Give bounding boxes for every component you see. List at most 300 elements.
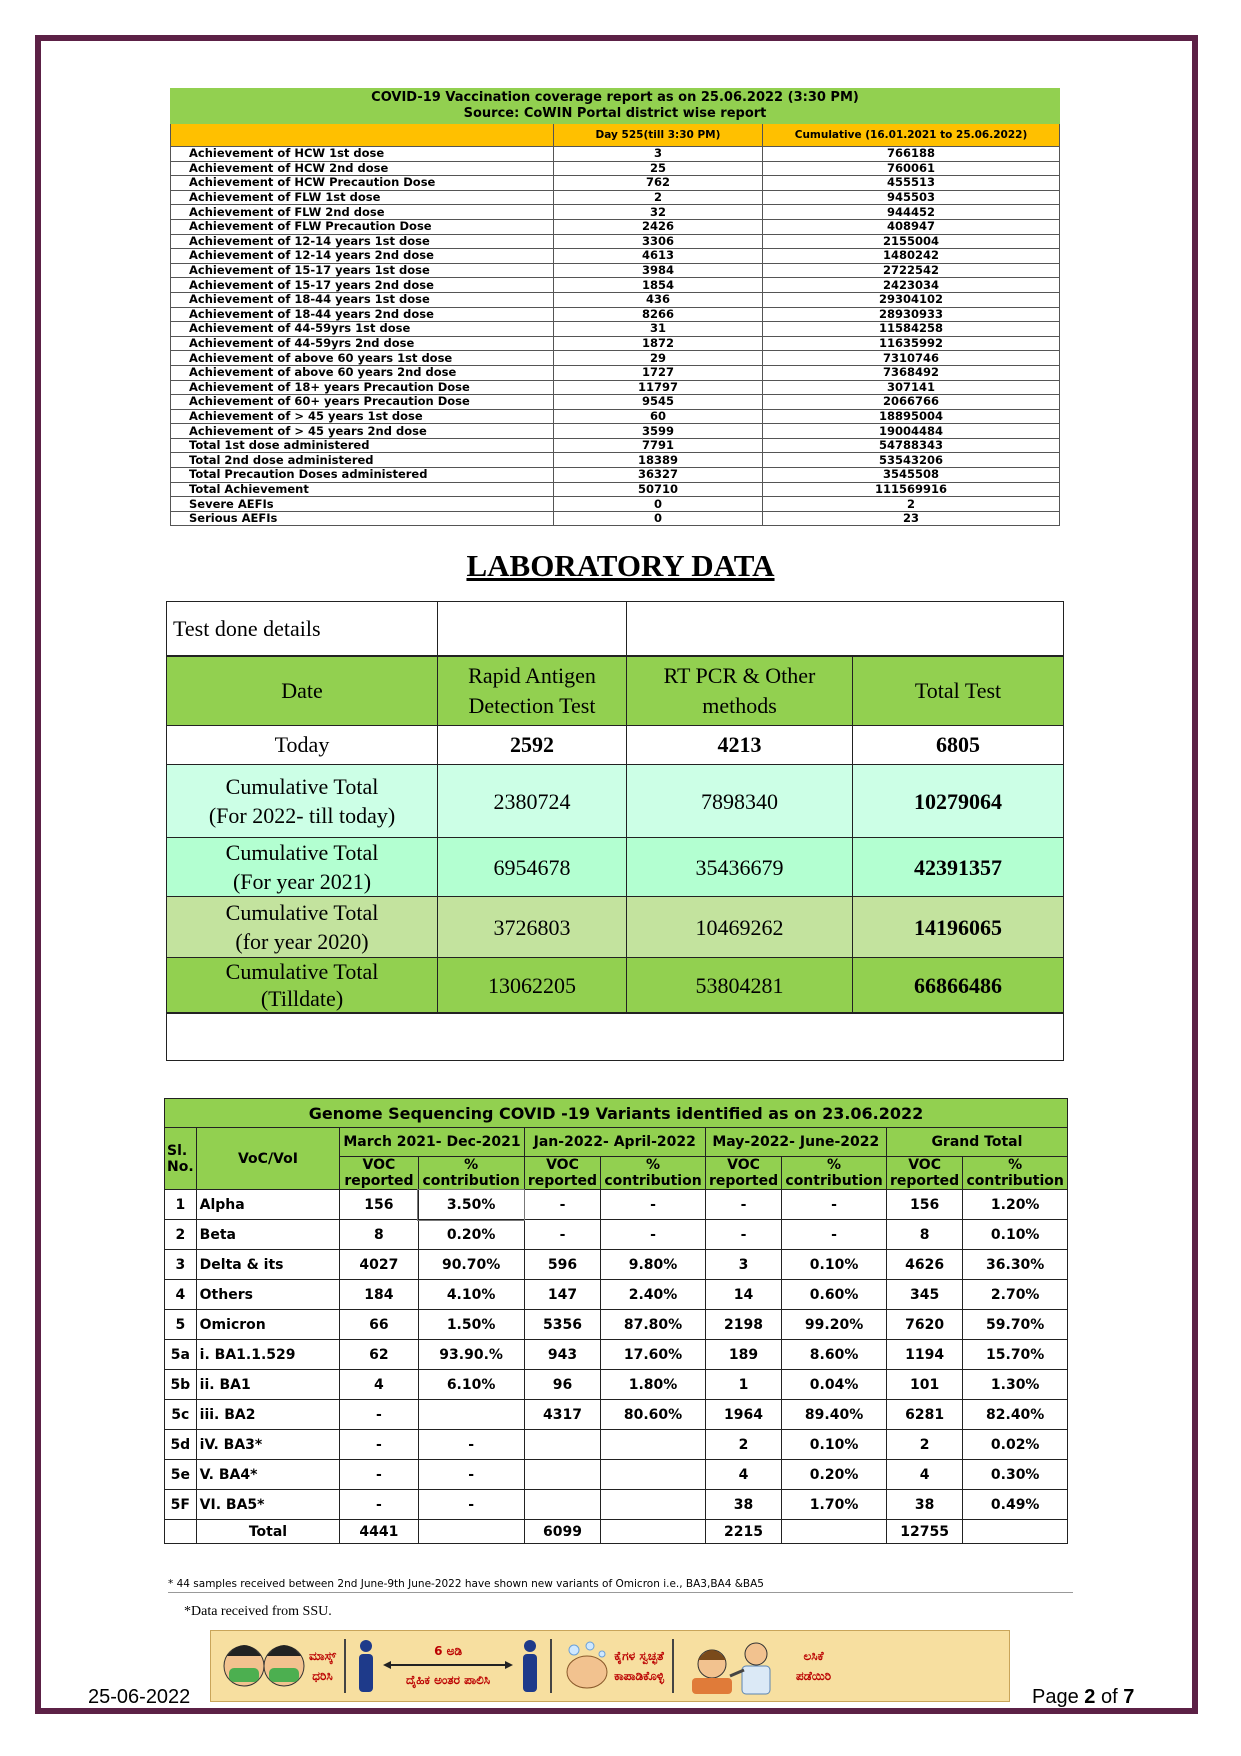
genome-pct-value: 1.50% (418, 1310, 524, 1340)
genome-voc-value: 147 (524, 1280, 601, 1310)
banner-hands-segment (552, 1631, 672, 1701)
genome-voc-value: 4027 (340, 1250, 418, 1280)
vaccination-header-blank (171, 124, 554, 147)
lab-empty-row (167, 1013, 1064, 1061)
genome-variant-name: i. BA1.1.529 (196, 1340, 340, 1370)
banner-mask-segment (211, 1631, 344, 1701)
genome-sub-voc: VOC reported (524, 1157, 601, 1190)
genome-variant-name: Alpha (196, 1190, 340, 1220)
genome-sl: 5d (165, 1430, 197, 1460)
genome-voc-value: 14 (705, 1280, 782, 1310)
vaccination-cumulative-value: 408947 (763, 219, 1060, 234)
lab-row-cum-2021 (167, 838, 1064, 897)
lab-row-label-line1: Cumulative Total (225, 900, 379, 925)
genome-voc-value: - (340, 1490, 418, 1520)
genome-pct-value: 36.30% (963, 1250, 1068, 1280)
genome-pct-value: 1.80% (601, 1370, 706, 1400)
vaccination-day-value: 1854 (554, 278, 763, 293)
genome-row (165, 1280, 1068, 1310)
genome-row (165, 1190, 1068, 1220)
genome-total-row (165, 1520, 1068, 1544)
genome-voc-value: 156 (340, 1190, 418, 1220)
lab-rtpcr-value: 4213 (627, 726, 853, 765)
genome-total-blank (963, 1520, 1068, 1544)
lab-row-label-line1: Cumulative Total (225, 959, 379, 984)
genome-pct-value: - (782, 1220, 887, 1250)
genome-pct-value (601, 1460, 706, 1490)
lab-top-blank (438, 602, 627, 657)
lab-col-total: Total Test (853, 656, 1064, 726)
covid-behaviour-banner (210, 1630, 1010, 1702)
vaccination-day-value: 436 (554, 292, 763, 307)
lab-total-value: 42391357 (853, 838, 1064, 897)
vaccination-row (171, 365, 1060, 380)
genome-sl: 5e (165, 1460, 197, 1490)
genome-sl: 5F (165, 1490, 197, 1520)
vaccination-day-value: 7791 (554, 438, 763, 453)
footer-page-number (1032, 1686, 1134, 1709)
vaccination-row (171, 453, 1060, 468)
lab-row-label (167, 765, 438, 838)
banner-hands-line1: ಕೈಗಳ ಸ್ವಚ್ಛತೆ (614, 1649, 664, 1663)
lab-rapid-value: 13062205 (438, 958, 627, 1014)
genome-pct-value: - (601, 1220, 706, 1250)
lab-total-value: 6805 (853, 726, 1064, 765)
genome-pct-value: 3.50% (418, 1190, 524, 1220)
page-prefix: Page (1032, 1686, 1085, 1708)
vaccination-label: Achievement of above 60 years 1st dose (171, 351, 554, 366)
genome-sub-pct: % contribution (601, 1157, 706, 1190)
banner-vaccine-text (796, 1646, 831, 1686)
vaccination-label: Total 1st dose administered (171, 438, 554, 453)
genome-sub-pct: % contribution (963, 1157, 1068, 1190)
vaccination-cumulative-value: 7310746 (763, 351, 1060, 366)
genome-row (165, 1400, 1068, 1430)
lab-row-today (167, 726, 1064, 765)
genome-period-3: May-2022- June-2022 (705, 1128, 886, 1157)
genome-total-label: Total (196, 1520, 340, 1544)
genome-variant-name: Delta & its (196, 1250, 340, 1280)
vaccination-day-value: 3599 (554, 424, 763, 439)
vaccination-cumulative-value: 28930933 (763, 307, 1060, 322)
banner-mask-line2: ಧರಿಸಿ (312, 1669, 333, 1683)
lab-row-label (167, 838, 438, 897)
genome-col-voc: VoC/VoI (196, 1128, 340, 1190)
lab-col-rtpcr (627, 656, 853, 726)
genome-pct-value: 0.02% (963, 1430, 1068, 1460)
genome-voc-value: 66 (340, 1310, 418, 1340)
vaccination-row (171, 482, 1060, 497)
banner-distance-bottom: ದೈಹಿಕ ಅಂತರ ಪಾಲಿಸಿ (406, 1673, 491, 1687)
genome-row (165, 1490, 1068, 1520)
vaccination-label: Achievement of 15-17 years 2nd dose (171, 278, 554, 293)
vaccination-row (171, 424, 1060, 439)
vaccination-row (171, 322, 1060, 337)
vaccination-day-value: 3 (554, 147, 763, 162)
lab-rtpcr-value: 7898340 (627, 765, 853, 838)
genome-voc-value: 4 (886, 1460, 963, 1490)
genome-pct-value: - (418, 1490, 524, 1520)
genome-pct-value: 0.49% (963, 1490, 1068, 1520)
vaccination-day-value: 25 (554, 161, 763, 176)
genome-pct-value: 0.10% (963, 1220, 1068, 1250)
genome-pct-value: 0.20% (782, 1460, 887, 1490)
banner-vaccine-line2: ಪಡೆಯಿರಿ (796, 1669, 832, 1683)
vaccination-label: Achievement of above 60 years 2nd dose (171, 365, 554, 380)
masked-faces-icon (219, 1636, 309, 1696)
vaccination-cumulative-value: 29304102 (763, 292, 1060, 307)
vaccination-day-value: 31 (554, 322, 763, 337)
genome-variant-name: Omicron (196, 1310, 340, 1340)
genome-voc-value: 2 (886, 1430, 963, 1460)
genome-voc-value: 7620 (886, 1310, 963, 1340)
genome-sl: 5a (165, 1340, 197, 1370)
genome-sub-voc: VOC reported (886, 1157, 963, 1190)
vaccination-label: Achievement of 12-14 years 1st dose (171, 234, 554, 249)
genome-voc-value: 184 (340, 1280, 418, 1310)
vaccination-cumulative-value: 2 (763, 497, 1060, 512)
genome-row (165, 1430, 1068, 1460)
genome-variant-name: VI. BA5* (196, 1490, 340, 1520)
lab-rapid-value: 6954678 (438, 838, 627, 897)
genome-pct-value: 2.70% (963, 1280, 1068, 1310)
vaccination-label: Achievement of 60+ years Precaution Dose (171, 395, 554, 410)
genome-row (165, 1220, 1068, 1250)
page-of: of (1095, 1686, 1124, 1708)
genome-variant-name: iV. BA3* (196, 1430, 340, 1460)
vaccination-row (171, 336, 1060, 351)
genome-voc-value: - (705, 1220, 782, 1250)
genome-voc-value: - (705, 1190, 782, 1220)
vaccination-day-value: 1727 (554, 365, 763, 380)
genome-voc-value: - (340, 1460, 418, 1490)
genome-table (164, 1098, 1068, 1544)
lab-row-label-line1: Cumulative Total (225, 774, 379, 799)
vaccination-day-value: 29 (554, 351, 763, 366)
vaccination-label: Achievement of 12-14 years 2nd dose (171, 249, 554, 264)
vaccination-row (171, 351, 1060, 366)
lab-rapid-value: 2592 (438, 726, 627, 765)
vaccination-row (171, 249, 1060, 264)
genome-variant-name: iii. BA2 (196, 1400, 340, 1430)
vaccination-cumulative-value: 945503 (763, 190, 1060, 205)
vaccination-title-line2: Source: CoWIN Portal district wise report (463, 106, 767, 121)
ssu-note: *Data received from SSU. (184, 1604, 332, 1619)
lab-row-label-line2: (For 2022- till today) (208, 803, 396, 828)
vaccination-row (171, 147, 1060, 162)
genome-pct-value: 9.80% (601, 1250, 706, 1280)
genome-sl: 1 (165, 1190, 197, 1220)
vaccination-day-value: 2426 (554, 219, 763, 234)
genome-voc-value: 38 (886, 1490, 963, 1520)
genome-period-row (165, 1128, 1068, 1157)
vaccination-label: Achievement of 44-59yrs 1st dose (171, 322, 554, 337)
genome-voc-value: - (524, 1220, 601, 1250)
vaccination-table (170, 88, 1060, 526)
vaccination-header-row (171, 124, 1060, 147)
genome-period-4: Grand Total (886, 1128, 1067, 1157)
genome-pct-value: - (601, 1190, 706, 1220)
genome-pct-value (601, 1430, 706, 1460)
lab-col-rapid-line1: Rapid Antigen (468, 663, 596, 688)
page-total: 7 (1123, 1686, 1135, 1708)
genome-variant-name: ii. BA1 (196, 1370, 340, 1400)
footer-date: 25-06-2022 (88, 1686, 191, 1708)
genome-total-value: 2215 (705, 1520, 782, 1544)
genome-voc-value: 38 (705, 1490, 782, 1520)
vaccination-label: Total 2nd dose administered (171, 453, 554, 468)
genome-voc-value (524, 1490, 601, 1520)
vaccination-day-value: 18389 (554, 453, 763, 468)
page-current: 2 (1084, 1686, 1096, 1708)
vaccination-row (171, 497, 1060, 512)
genome-row (165, 1460, 1068, 1490)
banner-distance-segment (346, 1631, 550, 1701)
vaccination-cumulative-value: 7368492 (763, 365, 1060, 380)
vaccination-row (171, 161, 1060, 176)
hand-washing-icon (560, 1638, 614, 1694)
genome-period-2: Jan-2022- April-2022 (524, 1128, 705, 1157)
person-icon (354, 1638, 378, 1694)
genome-sub-voc: VOC reported (340, 1157, 418, 1190)
genome-voc-value: 8 (886, 1220, 963, 1250)
vaccination-label: Achievement of 18+ years Precaution Dose (171, 380, 554, 395)
genome-sl: 2 (165, 1220, 197, 1250)
genome-total-blank (165, 1520, 197, 1544)
vaccination-row (171, 409, 1060, 424)
vaccination-title (171, 89, 1060, 124)
genome-row (165, 1340, 1068, 1370)
genome-pct-value: 99.20% (782, 1310, 887, 1340)
vaccination-cumulative-value: 3545508 (763, 468, 1060, 483)
vaccination-row (171, 307, 1060, 322)
genome-variant-name: V. BA4* (196, 1460, 340, 1490)
genome-sl: 3 (165, 1250, 197, 1280)
genome-voc-value: 1 (705, 1370, 782, 1400)
lab-row-label-line2: (Tilldate) (260, 986, 344, 1011)
vaccination-row (171, 234, 1060, 249)
vaccination-label: Achievement of FLW Precaution Dose (171, 219, 554, 234)
genome-total-value: 6099 (524, 1520, 601, 1544)
test-done-label: Test done details (167, 602, 438, 657)
vaccination-row (171, 395, 1060, 410)
laboratory-heading-text: LABORATORY DATA (466, 548, 775, 583)
genome-pct-value: 1.20% (963, 1190, 1068, 1220)
vaccination-cumulative-value: 307141 (763, 380, 1060, 395)
vaccination-day-value: 50710 (554, 482, 763, 497)
genome-voc-value: 4317 (524, 1400, 601, 1430)
vaccination-cumulative-value: 2066766 (763, 395, 1060, 410)
genome-total-value: 12755 (886, 1520, 963, 1544)
genome-sub-pct: % contribution (782, 1157, 887, 1190)
lab-row-cum-2020 (167, 897, 1064, 958)
genome-voc-value: - (340, 1400, 418, 1430)
lab-col-rapid (438, 656, 627, 726)
genome-pct-value: 4.10% (418, 1280, 524, 1310)
genome-sub-voc: VOC reported (705, 1157, 782, 1190)
genome-variant-name: Others (196, 1280, 340, 1310)
lab-top-row (167, 602, 1064, 657)
vaccination-day-value: 3984 (554, 263, 763, 278)
vaccination-label: Achievement of FLW 1st dose (171, 190, 554, 205)
lab-total-value: 14196065 (853, 897, 1064, 958)
laboratory-heading (0, 548, 1241, 584)
vaccination-day-value: 60 (554, 409, 763, 424)
genome-pct-value: 89.40% (782, 1400, 887, 1430)
genome-voc-value: 345 (886, 1280, 963, 1310)
genome-pct-value (418, 1400, 524, 1430)
vaccination-label: Achievement of > 45 years 2nd dose (171, 424, 554, 439)
genome-voc-value: 1194 (886, 1340, 963, 1370)
lab-col-rtpcr-line1: RT PCR & Other (663, 663, 816, 688)
genome-voc-value: - (524, 1190, 601, 1220)
genome-voc-value: 2198 (705, 1310, 782, 1340)
lab-row-label (167, 897, 438, 958)
lab-row-cum-2022 (167, 765, 1064, 838)
genome-variant-name: Beta (196, 1220, 340, 1250)
genome-pct-value: 1.30% (963, 1370, 1068, 1400)
vaccination-row (171, 278, 1060, 293)
vaccination-icon (682, 1636, 782, 1696)
lab-rapid-value: 2380724 (438, 765, 627, 838)
genome-sl: 5b (165, 1370, 197, 1400)
genome-period-1: March 2021- Dec-2021 (340, 1128, 524, 1157)
genome-voc-value: 6281 (886, 1400, 963, 1430)
vaccination-row (171, 263, 1060, 278)
lab-row-label-line2: (For year 2021) (232, 869, 372, 894)
genome-voc-value: 101 (886, 1370, 963, 1400)
genome-total-value: 4441 (340, 1520, 418, 1544)
vaccination-label: Achievement of HCW 1st dose (171, 147, 554, 162)
genome-voc-value: 156 (886, 1190, 963, 1220)
vaccination-cumulative-value: 2423034 (763, 278, 1060, 293)
genome-voc-value: - (340, 1430, 418, 1460)
lab-row-cum-tilldate (167, 958, 1064, 1014)
genome-voc-value (524, 1430, 601, 1460)
vaccination-title-row (171, 89, 1060, 124)
genome-voc-value: 8 (340, 1220, 418, 1250)
vaccination-label: Achievement of HCW Precaution Dose (171, 176, 554, 191)
lab-row-label-line2: (for year 2020) (235, 929, 369, 954)
genome-pct-value: 0.10% (782, 1430, 887, 1460)
banner-hands-line2: ಕಾಪಾಡಿಕೊಳ್ಳಿ (614, 1669, 665, 1683)
vaccination-label: Severe AEFIs (171, 497, 554, 512)
person-icon (518, 1638, 542, 1694)
lab-rapid-value: 3726803 (438, 897, 627, 958)
genome-footnote: * 44 samples received between 2nd June-9th June-2022 have shown new variants of Omicron i.e., BA3,BA4 &BA5 (168, 1578, 1073, 1593)
genome-total-blank (782, 1520, 887, 1544)
banner-mask-line1: ಮಾಸ್ಕ್ (309, 1649, 337, 1663)
lab-rtpcr-value: 53804281 (627, 958, 853, 1014)
genome-pct-value: 80.60% (601, 1400, 706, 1430)
genome-row (165, 1370, 1068, 1400)
vaccination-cumulative-value: 2155004 (763, 234, 1060, 249)
vaccination-cumulative-value: 944452 (763, 205, 1060, 220)
vaccination-cumulative-value: 11635992 (763, 336, 1060, 351)
genome-pct-value: - (418, 1430, 524, 1460)
genome-pct-value: 82.40% (963, 1400, 1068, 1430)
genome-voc-value: 4 (340, 1370, 418, 1400)
genome-pct-value: 0.30% (963, 1460, 1068, 1490)
vaccination-label: Achievement of 18-44 years 2nd dose (171, 307, 554, 322)
lab-total-value: 66866486 (853, 958, 1064, 1014)
genome-pct-value: 1.70% (782, 1490, 887, 1520)
vaccination-day-value: 11797 (554, 380, 763, 395)
genome-row (165, 1310, 1068, 1340)
vaccination-cumulative-value: 111569916 (763, 482, 1060, 497)
vaccination-row (171, 219, 1060, 234)
genome-title-row (165, 1099, 1068, 1128)
genome-pct-value: 0.60% (782, 1280, 887, 1310)
genome-col-sl: Sl. No. (165, 1128, 197, 1190)
vaccination-cumulative-value: 760061 (763, 161, 1060, 176)
genome-voc-value: 3 (705, 1250, 782, 1280)
genome-total-blank (601, 1520, 706, 1544)
lab-col-rtpcr-line2: methods (702, 693, 777, 718)
genome-voc-value: 4 (705, 1460, 782, 1490)
vaccination-row (171, 438, 1060, 453)
genome-voc-value: 96 (524, 1370, 601, 1400)
vaccination-day-value: 0 (554, 511, 763, 526)
banner-distance-text (378, 1644, 518, 1688)
genome-pct-value: 93.90.% (418, 1340, 524, 1370)
vaccination-day-value: 32 (554, 205, 763, 220)
vaccination-day-value: 1872 (554, 336, 763, 351)
vaccination-row (171, 511, 1060, 526)
vaccination-cumulative-value: 1480242 (763, 249, 1060, 264)
vaccination-cumulative-value: 19004484 (763, 424, 1060, 439)
vaccination-cumulative-value: 766188 (763, 147, 1060, 162)
vaccination-label: Achievement of > 45 years 1st dose (171, 409, 554, 424)
genome-pct-value: 87.80% (601, 1310, 706, 1340)
genome-title: Genome Sequencing COVID -19 Variants identified as on 23.06.2022 (165, 1099, 1068, 1128)
genome-pct-value: 15.70% (963, 1340, 1068, 1370)
lab-col-date: Date (167, 656, 438, 726)
vaccination-row (171, 205, 1060, 220)
vaccination-label: Achievement of 18-44 years 1st dose (171, 292, 554, 307)
genome-voc-value: 943 (524, 1340, 601, 1370)
genome-pct-value: 17.60% (601, 1340, 706, 1370)
vaccination-day-value: 36327 (554, 468, 763, 483)
lab-row-label: Today (167, 726, 438, 765)
vaccination-cumulative-value: 11584258 (763, 322, 1060, 337)
lab-rtpcr-value: 10469262 (627, 897, 853, 958)
genome-row (165, 1250, 1068, 1280)
vaccination-cumulative-value: 455513 (763, 176, 1060, 191)
vaccination-label: Total Achievement (171, 482, 554, 497)
lab-total-value: 10279064 (853, 765, 1064, 838)
genome-sl: 5c (165, 1400, 197, 1430)
genome-voc-value: 62 (340, 1340, 418, 1370)
genome-pct-value: 0.10% (782, 1250, 887, 1280)
vaccination-label: Total Precaution Doses administered (171, 468, 554, 483)
vaccination-row (171, 468, 1060, 483)
vaccination-day-value: 3306 (554, 234, 763, 249)
vaccination-cumulative-value: 54788343 (763, 438, 1060, 453)
distance-arrow-icon (383, 1660, 513, 1670)
genome-sub-pct: % contribution (418, 1157, 524, 1190)
banner-mask-text (309, 1646, 336, 1686)
vaccination-row (171, 380, 1060, 395)
lab-top-blank (627, 602, 1064, 657)
genome-pct-value: 2.40% (601, 1280, 706, 1310)
genome-sl: 4 (165, 1280, 197, 1310)
genome-pct-value: - (418, 1460, 524, 1490)
lab-empty-cell (167, 1013, 1064, 1061)
vaccination-cumulative-value: 2722542 (763, 263, 1060, 278)
vaccination-title-line1: COVID-19 Vaccination coverage report as on 25.06.2022 (3:30 PM) (371, 90, 859, 105)
genome-voc-value: 5356 (524, 1310, 601, 1340)
